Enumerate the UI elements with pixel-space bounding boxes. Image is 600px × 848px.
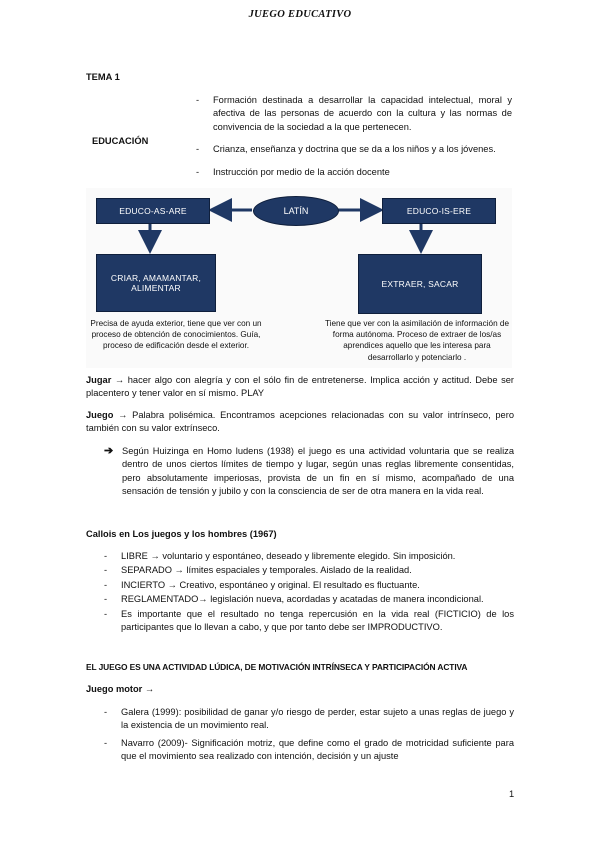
callois-item-text: SEPARADO → límites espaciales y temporales. Aislado de la realidad. (121, 565, 412, 576)
definition-item: - Instrucción por medio de la acción docente (196, 166, 390, 177)
juego-text: Palabra polisémica. Encontramos acepciones relacionadas con su valor intrínseco, pero también con su valor extrínseco. (86, 410, 514, 434)
callois-item: - REGLAMENTADO→ legislación nueva, acordadas y acatadas de manera incondicional. (104, 594, 484, 605)
jugar-text: hacer algo con alegría y con el sólo fin de entretenerse. Implica acción y actitud. Debe ser placentero y tener valor en sí mismo. PLAY (86, 375, 514, 399)
educacion-label: EDUCACIÓN (92, 136, 149, 146)
callois-list (104, 550, 514, 634)
callois-item: - INCIERTO → Creativo, espontáneo y original. El resultado es fluctuante. (104, 579, 420, 590)
actividad-heading: EL JUEGO ES UNA ACTIVIDAD LÚDICA, DE MOTIVACIÓN INTRÍNSECA Y PARTICIPACIÓN ACTIVA (86, 662, 468, 672)
etymology-diagram (86, 188, 512, 368)
bullet-arrow-icon: ➔ (104, 445, 114, 457)
callois-item: - LIBRE → voluntario y espontáneo, deseado y libremente elegido. Sin imposición. (104, 551, 456, 561)
jugar-definition (86, 374, 514, 401)
meaning-right: EXTRAER, SACAR (358, 254, 482, 314)
juego-term: Juego (86, 410, 114, 420)
callois-item-text: Es importante que el resultado no tenga repercusión en la vida real (FICTICIO) de los participantes que lo llevan a cabo, y que por tanto debe ser IMPRODUCTIVO. (121, 608, 514, 633)
motor-item-text: Navarro (2009)- Significación motriz, que define como el grado de motricidad suficiente para que el movimiento sea realizado con intención, decisión y un ajuste (121, 737, 514, 762)
callois-item-text: INCIERTO → Creativo, espontáneo y original. El resultado es fluctuante. (121, 579, 420, 590)
jugar-term: Jugar (86, 375, 112, 385)
motor-item: - Galera (1999): posibilidad de ganar y/o riesgo de perder, estar sujeto a unas reglas de juego y la existencia de un movimiento real. (104, 707, 514, 731)
definition-text: Formación destinada a desarrollar la capacidad intelectual, moral y afectiva de las personas de acuerdo con la cultura y las normas de convivencia de la sociedad a la que pertenecen. (213, 95, 512, 132)
motor-item: - Navarro (2009)- Significación motriz, que define como el grado de motricidad suficiente para que el movimiento sea realizado con intención, decisión y un ajuste (104, 737, 514, 762)
educacion-definitions (196, 94, 512, 179)
callois-item: - Es importante que el resultado no tenga repercusión en la vida real (FICTICIO) de los participantes que lo llevan a cabo, y que por tanto debe ser IMPRODUCTIVO. (104, 608, 514, 633)
juego-motor-list (104, 706, 514, 764)
motor-item-text: Galera (1999): posibilidad de ganar y/o riesgo de perder, estar sujeto a unas reglas de juego y la existencia de un movimiento real. (121, 707, 514, 731)
meaning-left: CRIAR, AMAMANTAR, ALIMENTAR (96, 254, 216, 312)
latin-ellipse: LATÍN (253, 196, 339, 226)
tema-label: TEMA 1 (86, 72, 120, 82)
huizinga-text: Según Huizinga en Homo ludens (1938) el juego es una actividad voluntaria que se realiza dentro de unos ciertos límites de tiempo y lugar, según unas reglas libremente consentidas, pero absolutamente imperiosas, provista de un fin en sí mismo, acompañado de una sensación de tensión y jubilo y con la consciencia de ser de otra manera en la vida real. (122, 446, 514, 497)
page-header-title: JUEGO EDUCATIVO (248, 9, 352, 20)
page-number: 1 (509, 789, 515, 799)
juego-definition (86, 409, 514, 436)
definition-text: Crianza, enseñanza y doctrina que se da a los niños y a los jóvenes. (213, 144, 496, 155)
juego-motor-heading: Juego motor → (86, 684, 155, 694)
arrow-right-icon: → (118, 410, 128, 420)
callois-item-text: REGLAMENTADO→ legislación nueva, acordadas y acatadas de manera incondicional. (121, 594, 484, 605)
callois-item-text: LIBRE → voluntario y espontáneo, deseado y libremente elegido. Sin imposición. (121, 551, 456, 561)
arrow-right-icon: → (114, 375, 125, 385)
note-right: Tiene que ver con la asimilación de información de forma autónoma. Proceso de extraer de los/as aprendices aquello que les interesa para desarrollarlo y potenciarlo . (324, 319, 509, 362)
definition-item: - Formación destinada a desarrollar la capacidad intelectual, moral y afectiva de las personas de acuerdo con la cultura y las normas de convivencia de la sociedad a la que pertenecen. (196, 95, 512, 132)
latin-root-right: EDUCO-IS-ERE (382, 198, 496, 224)
callois-heading: Callois en Los juegos y los hombres (1967) (86, 529, 277, 539)
note-left: Precisa de ayuda exterior, tiene que ver con un proceso de obtención de conocimientos. Guía, proceso de edificación desde el exterior. (90, 319, 262, 351)
definition-text: Instrucción por medio de la acción docente (213, 166, 390, 177)
latin-root-left: EDUCO-AS-ARE (96, 198, 210, 224)
definition-item: - Crianza, enseñanza y doctrina que se da a los niños y a los jóvenes. (196, 144, 496, 155)
callois-item: - SEPARADO → límites espaciales y temporales. Aislado de la realidad. (104, 565, 412, 576)
huizinga-quote (104, 445, 514, 499)
